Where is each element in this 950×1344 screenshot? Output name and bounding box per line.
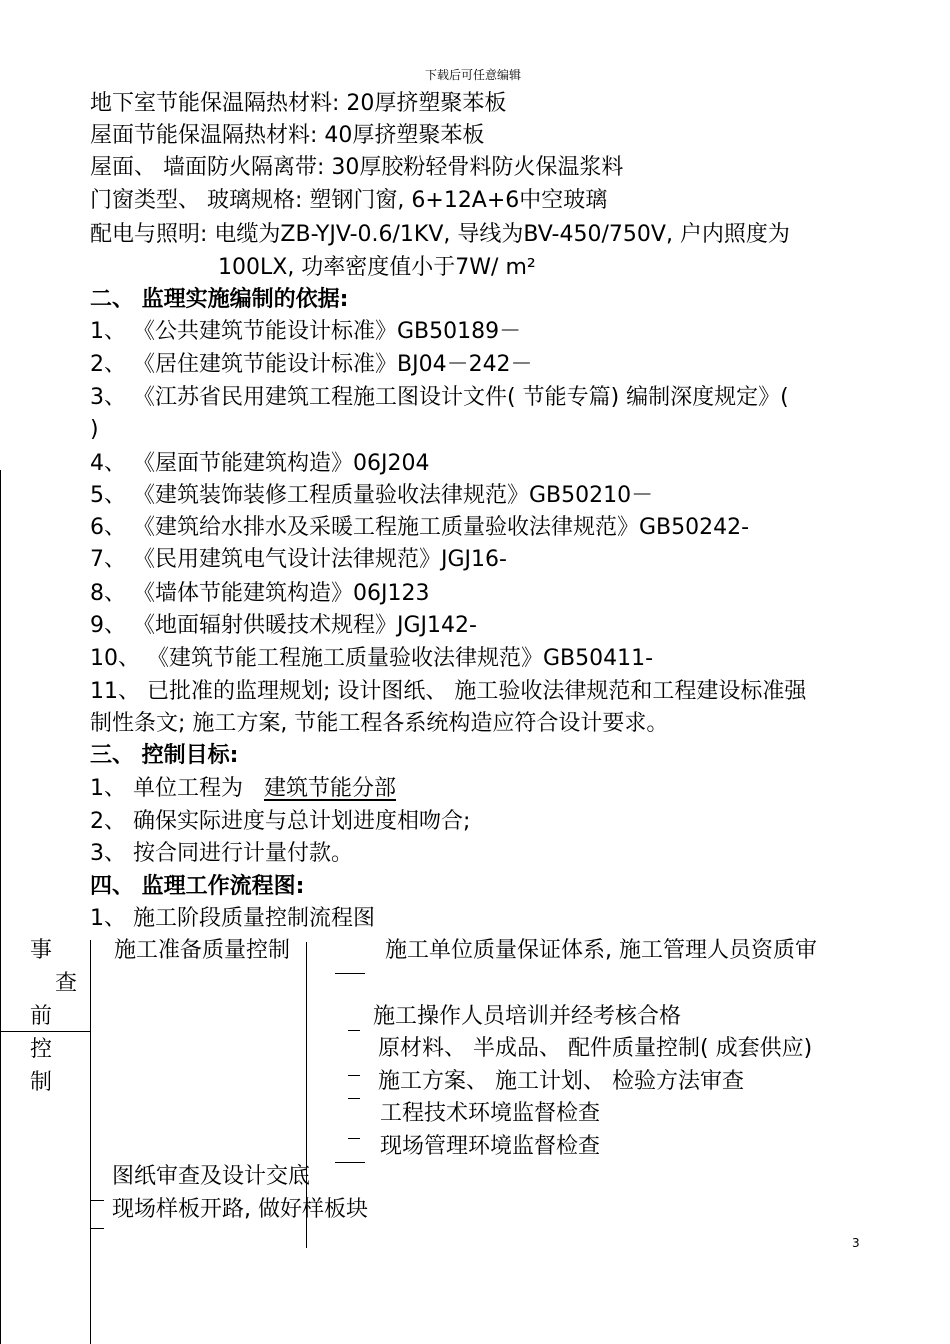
section-title: 二、 监理实施编制的依据:	[90, 287, 349, 312]
target-item: 2、 确保实际进度与总计划进度相吻合;	[90, 809, 471, 834]
target-value: 建筑节能分部	[264, 776, 397, 801]
flow-connector	[0, 1031, 90, 1032]
section-title: 三、 控制目标:	[90, 743, 239, 768]
flow-tick	[90, 1200, 104, 1201]
flow-tick	[335, 1162, 365, 1163]
flow-label-char: 查	[55, 971, 78, 996]
page-number: 3	[852, 1236, 860, 1250]
header-note: 下载后可任意编辑	[425, 68, 522, 82]
reference-item: 11、 已批准的监理规划; 设计图纸、 施工验收法律规范和工程建设标准强	[90, 679, 807, 704]
reference-item: 10、 《建筑节能工程施工质量验收法律规范》GB50411-	[90, 646, 654, 671]
flow-node: 施工操作人员培训并经考核合格	[373, 1004, 682, 1029]
reference-item: 6、 《建筑给水排水及采暖工程施工质量验收法律规范》GB50242-	[90, 515, 750, 540]
flow-tick	[348, 1075, 360, 1076]
flow-tick	[348, 1030, 360, 1031]
flow-left-border	[0, 470, 1, 1344]
flow-tick	[348, 1098, 360, 1099]
reference-item: )	[90, 417, 99, 442]
flow-label-char: 制	[30, 1070, 53, 1095]
flow-tick	[90, 1228, 104, 1229]
flow-tick	[348, 1138, 360, 1139]
reference-item: 2、 《居住建筑节能设计标准》BJ04－242－	[90, 352, 533, 377]
flow-subtitle: 1、 施工阶段质量控制流程图	[90, 906, 375, 931]
flow-node: 施工方案、 施工计划、 检验方法审查	[378, 1069, 744, 1094]
flow-tick	[335, 973, 365, 974]
reference-item: 制性条文; 施工方案, 节能工程各系统构造应符合设计要求。	[90, 711, 669, 736]
flow-label-char: 事	[30, 938, 53, 963]
reference-item: 3、 《江苏省民用建筑工程施工图设计文件( 节能专篇) 编制深度规定》(	[90, 385, 789, 410]
reference-item: 9、 《地面辐射供暖技术规程》JGJ142-	[90, 613, 477, 638]
spec-line: 门窗类型、 玻璃规格: 塑钢门窗, 6+12A+6中空玻璃	[90, 188, 608, 213]
flow-node: 原材料、 半成品、 配件质量控制( 成套供应)	[378, 1036, 813, 1061]
flow-node: 现场管理环境监督检查	[380, 1134, 601, 1159]
spec-line: 配电与照明: 电缆为ZB-YJV-0.6/1KV, 导线为BV-450/750V, 户内照度为	[90, 222, 790, 247]
flow-main-line	[90, 940, 91, 1344]
flow-node: 工程技术环境监督检查	[380, 1101, 601, 1126]
flow-label-char: 控	[30, 1037, 53, 1062]
flow-node: 施工单位质量保证体系, 施工管理人员资质审	[385, 938, 817, 963]
reference-item: 1、 《公共建筑节能设计标准》GB50189－	[90, 319, 522, 344]
target-item: 1、 单位工程为	[90, 776, 243, 801]
target-item: 3、 按合同进行计量付款。	[90, 841, 353, 866]
spec-line: 地下室节能保温隔热材料: 20厚挤塑聚苯板	[90, 91, 507, 116]
reference-item: 7、 《民用建筑电气设计法律规范》JGJ16-	[90, 547, 507, 572]
section-title: 四、 监理工作流程图:	[90, 874, 305, 899]
flow-node: 图纸审查及设计交底	[112, 1164, 311, 1189]
flow-label-char: 前	[30, 1004, 53, 1029]
flow-node: 现场样板开路, 做好样板块	[112, 1197, 368, 1222]
spec-line: 100LX, 功率密度值小于7W/ m²	[218, 255, 536, 280]
reference-item: 5、 《建筑装饰装修工程质量验收法律规范》GB50210－	[90, 483, 654, 508]
spec-line: 屋面、 墙面防火隔离带: 30厚胶粉轻骨料防火保温浆料	[90, 155, 624, 180]
reference-item: 4、 《屋面节能建筑构造》06J204	[90, 451, 430, 476]
flow-node: 施工准备质量控制	[114, 938, 291, 963]
spec-line: 屋面节能保温隔热材料: 40厚挤塑聚苯板	[90, 123, 485, 148]
reference-item: 8、 《墙体节能建筑构造》06J123	[90, 581, 430, 606]
